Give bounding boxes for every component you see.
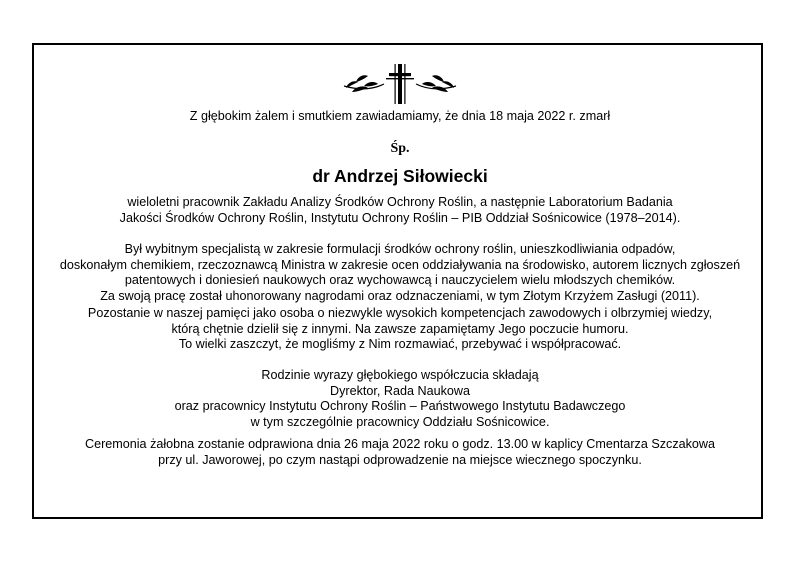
text-line: Dyrektor, Rada Naukowa [330, 383, 470, 398]
text-line: w tym szczególnie pracownicy Oddziału Sośnicowice. [250, 414, 550, 429]
text-line: Jakości Środków Ochrony Roślin, Instytutu Ochrony Roślin – PIB Oddział Sośnicowice (1978–2014). [119, 210, 681, 225]
announcement: Z głębokim żalem i smutkiem zawiadamiamy, że dnia 18 maja 2022 r. zmarł [189, 109, 611, 123]
deceased-name: dr Andrzej Siłowiecki [312, 166, 488, 186]
honorific: Śp. [390, 141, 410, 156]
text-line: Ceremonia żałobna zostanie odprawiona dnia 26 maja 2022 roku o godz. 13.00 w kaplicy Cmentarza Szczakowa [84, 437, 716, 451]
text-line: Rodzinie wyrazy głębokiego współczucia składają [261, 368, 539, 382]
text-line: oraz pracownicy Instytutu Ochrony Roślin – Państwowego Instytutu Badawczego [174, 399, 626, 414]
paragraph-employment [40, 195, 760, 226]
text-line: przy ul. Jaworowej, po czym nastąpi odprowadzenie na miejsce wiecznego spoczynku. [158, 452, 642, 467]
text-line: patentowych i doniesień naukowych oraz wychowawcą i nauczycielem wielu młodszych chemików. [124, 273, 676, 288]
text-line: którą chętnie dzielił się z innymi. Na zawsze zapamiętamy Jego poczucie humoru. [171, 321, 629, 336]
paragraph-remembrance [40, 306, 760, 353]
text-line: To wielki zaszczyt, że mogliśmy z Nim rozmawiać, przebywać i współpracować. [178, 337, 622, 352]
cross-with-leaves-icon [338, 62, 462, 106]
text-line: doskonałym chemikiem, rzeczoznawcą Ministra w zakresie ocen oddziaływania na środowisko, autorem licznych zgłoszeń [59, 257, 741, 272]
text-line: Był wybitnym specjalistą w zakresie formulacji środków ochrony roślin, unieszkodliwiania odpadów, [124, 242, 676, 256]
text-line: Pozostanie w naszej pamięci jako osoba o niezwykle wysokich kompetencjach zawodowych i olbrzymiej wiedzy, [87, 306, 713, 320]
paragraph-achievements [40, 242, 760, 304]
paragraph-ceremony [40, 437, 760, 468]
paragraph-condolences [40, 368, 760, 430]
text-line: wieloletni pracownik Zakładu Analizy Środków Ochrony Roślin, a następnie Laboratorium Badania [127, 195, 673, 209]
text-line: Za swoją pracę został uhonorowany nagrodami oraz odznaczeniami, w tym Złotym Krzyżem Zasługi (2011). [100, 288, 700, 303]
